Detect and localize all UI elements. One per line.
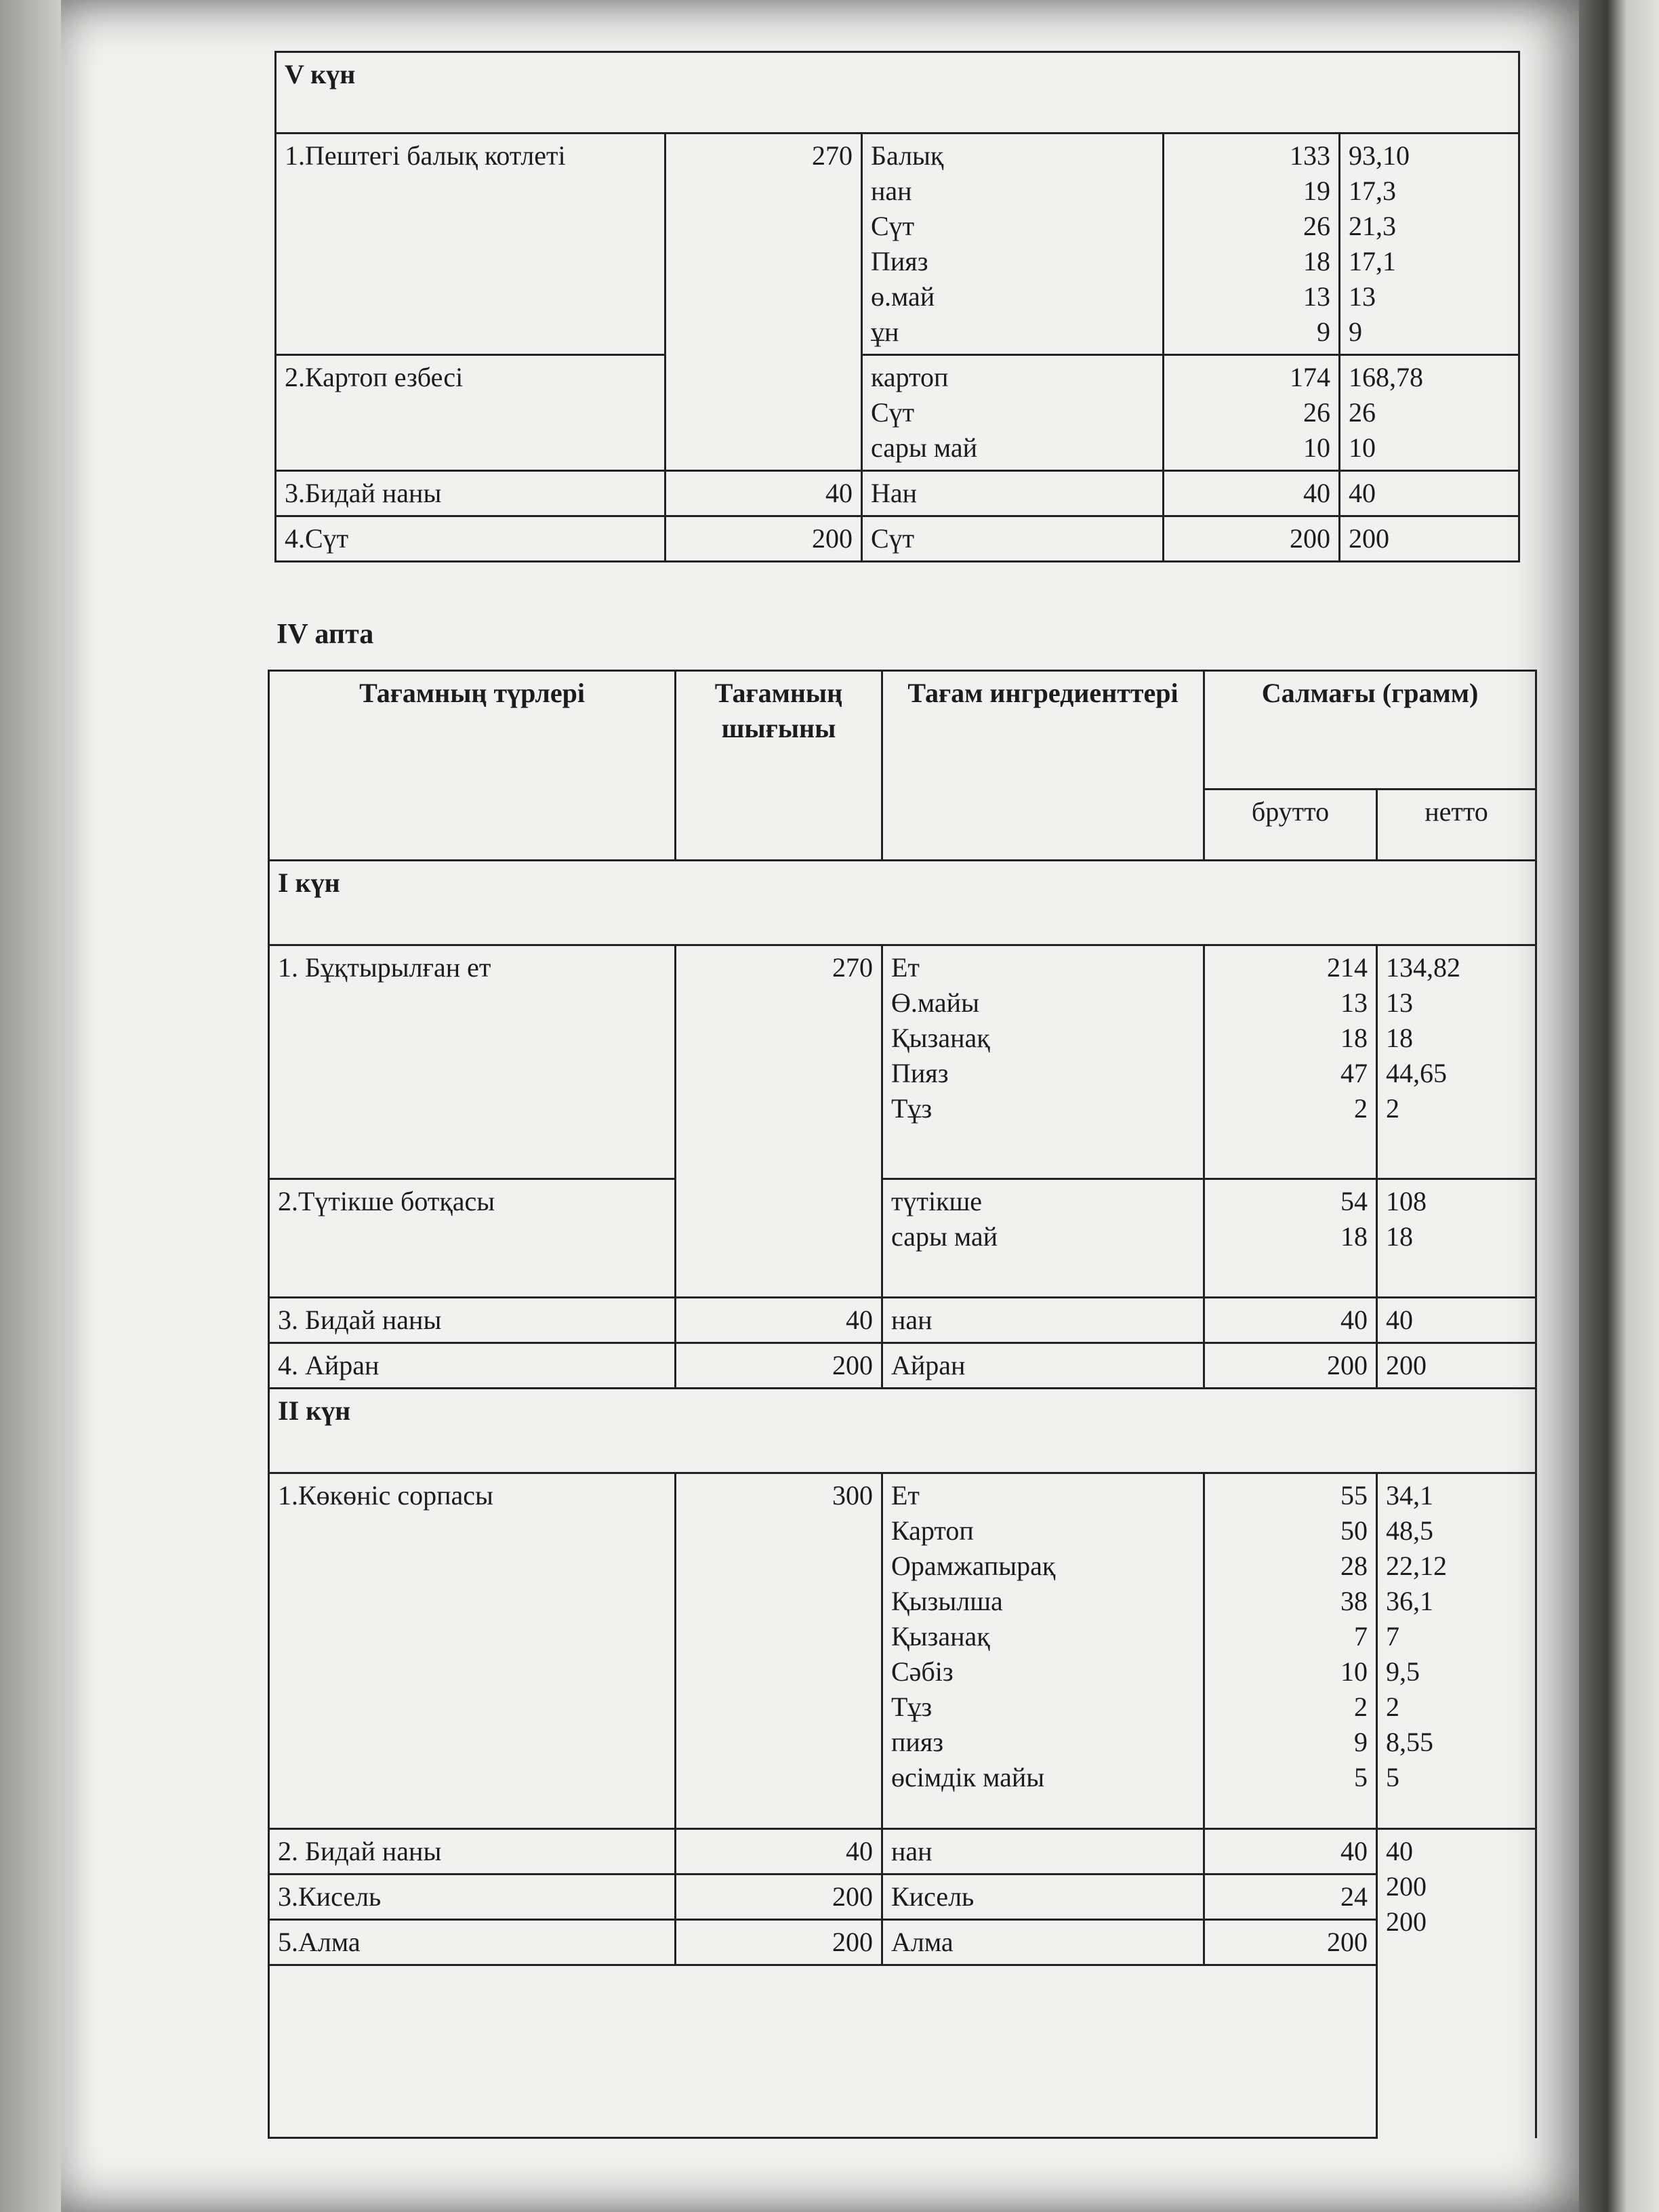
dish-name: 4.Сүт xyxy=(276,516,665,562)
netto-value: 9 xyxy=(1349,316,1362,347)
ingredient-list xyxy=(882,1179,1204,1298)
dish-name: 3.Бидай наны xyxy=(276,471,665,516)
brutto-value: 40 xyxy=(1204,1829,1377,1875)
header-brutto: брутто xyxy=(1204,790,1377,861)
header-weight: Салмағы (грамм) xyxy=(1204,671,1536,790)
dish-yield: 200 xyxy=(676,1875,882,1920)
brutto-value: 13 xyxy=(1303,281,1330,312)
netto-value: 26 xyxy=(1349,397,1376,428)
dish-name: 1.Пештегі балық котлеті xyxy=(276,134,665,355)
dish-name: 5.Алма xyxy=(269,1920,676,1965)
netto-value: 18 xyxy=(1386,1221,1413,1252)
week-title: IV апта xyxy=(276,619,374,650)
page-right-edge xyxy=(1579,0,1659,2212)
empty-row xyxy=(269,1965,1377,2138)
ingredient: Қызанақ xyxy=(891,1621,990,1652)
ingredient: пияз xyxy=(891,1727,944,1757)
brutto-value: 7 xyxy=(1354,1621,1368,1652)
netto-list xyxy=(1377,1829,1536,2138)
netto-list xyxy=(1377,1473,1536,1829)
netto-value: 5 xyxy=(1386,1762,1399,1793)
brutto-value: 9 xyxy=(1317,316,1330,347)
ingredient: ұн xyxy=(871,316,899,347)
menu-table-week4 xyxy=(268,670,1537,2139)
ingredient-list xyxy=(882,1473,1204,1829)
netto-value: 200 xyxy=(1386,1906,1427,1937)
header-netto: нетто xyxy=(1377,790,1536,861)
ingredient: Қызылша xyxy=(891,1586,1003,1616)
brutto-value: 18 xyxy=(1303,246,1330,276)
netto-value: 13 xyxy=(1349,281,1376,312)
brutto-value: 9 xyxy=(1354,1727,1368,1757)
ingredient: Балық xyxy=(871,140,944,171)
ingredient: ө.май xyxy=(871,281,935,312)
ingredient: өсімдік майы xyxy=(891,1762,1045,1793)
ingredient: Сүт xyxy=(862,516,1164,562)
brutto-value: 13 xyxy=(1340,987,1368,1018)
brutto-value: 47 xyxy=(1340,1058,1368,1088)
brutto-value: 200 xyxy=(1204,1920,1377,1965)
brutto-value: 19 xyxy=(1303,176,1330,206)
netto-value: 48,5 xyxy=(1386,1515,1433,1546)
netto-value: 40 xyxy=(1386,1836,1413,1866)
netto-value: 40 xyxy=(1377,1298,1536,1343)
header-dish-output: Тағамның шығыны xyxy=(676,671,882,861)
dish-name: 4. Айран xyxy=(269,1343,676,1389)
netto-value: 10 xyxy=(1349,432,1376,463)
ingredient: сары май xyxy=(891,1221,998,1252)
netto-value: 34,1 xyxy=(1386,1480,1433,1511)
netto-value: 21,3 xyxy=(1349,211,1396,241)
ingredient: Сүт xyxy=(871,211,915,241)
netto-list xyxy=(1340,355,1519,471)
netto-value: 40 xyxy=(1340,471,1519,516)
day-title: V күн xyxy=(276,52,1519,134)
netto-value: 108 xyxy=(1386,1186,1427,1216)
brutto-value: 28 xyxy=(1340,1551,1368,1581)
brutto-value: 26 xyxy=(1303,211,1330,241)
dish-yield: 200 xyxy=(676,1920,882,1965)
dish-name: 2. Бидай наны xyxy=(269,1829,676,1875)
netto-value: 2 xyxy=(1386,1093,1399,1124)
netto-value: 200 xyxy=(1340,516,1519,562)
dish-name: 3.Кисель xyxy=(269,1875,676,1920)
brutto-value: 38 xyxy=(1340,1586,1368,1616)
netto-value: 200 xyxy=(1386,1871,1427,1902)
header-ingredients: Тағам ингредиенттері xyxy=(882,671,1204,861)
ingredient: Алма xyxy=(882,1920,1204,1965)
ingredient: нан xyxy=(871,176,912,206)
netto-value: 18 xyxy=(1386,1023,1413,1053)
ingredient: Тұз xyxy=(891,1093,933,1124)
ingredient: картоп xyxy=(871,362,949,392)
header-dish-types: Тағамның түрлері xyxy=(269,671,676,861)
brutto-value: 54 xyxy=(1340,1186,1368,1216)
brutto-value: 2 xyxy=(1354,1692,1368,1722)
netto-value: 36,1 xyxy=(1386,1586,1433,1616)
brutto-value: 26 xyxy=(1303,397,1330,428)
brutto-value: 50 xyxy=(1340,1515,1368,1546)
dish-yield: 270 xyxy=(676,945,882,1298)
brutto-value: 200 xyxy=(1164,516,1340,562)
ingredient: түтікше xyxy=(891,1186,983,1216)
brutto-value: 5 xyxy=(1354,1762,1368,1793)
brutto-list xyxy=(1204,945,1377,1179)
ingredient: Картоп xyxy=(891,1515,974,1546)
netto-value: 2 xyxy=(1386,1692,1399,1722)
ingredient: Ө.майы xyxy=(891,987,979,1018)
ingredient: Тұз xyxy=(891,1692,933,1722)
ingredient: Нан xyxy=(862,471,1164,516)
ingredient: сары май xyxy=(871,432,978,463)
netto-value: 168,78 xyxy=(1349,362,1423,392)
brutto-value: 10 xyxy=(1340,1656,1368,1687)
dish-yield: 270 xyxy=(665,134,862,471)
ingredient: Сәбіз xyxy=(891,1656,954,1687)
ingredient-list xyxy=(862,134,1164,355)
netto-list xyxy=(1340,134,1519,355)
ingredient: Кисель xyxy=(882,1875,1204,1920)
day-title: I күн xyxy=(269,861,1536,945)
ingredient-list xyxy=(862,355,1164,471)
dish-yield: 200 xyxy=(676,1343,882,1389)
netto-value: 17,1 xyxy=(1349,246,1396,276)
brutto-value: 55 xyxy=(1340,1480,1368,1511)
netto-value: 44,65 xyxy=(1386,1058,1447,1088)
brutto-value: 24 xyxy=(1204,1875,1377,1920)
dish-yield: 40 xyxy=(676,1298,882,1343)
netto-value: 93,10 xyxy=(1349,140,1410,171)
dish-name: 1. Бұқтырылған ет xyxy=(269,945,676,1179)
netto-value: 8,55 xyxy=(1386,1727,1433,1757)
netto-value: 200 xyxy=(1377,1343,1536,1389)
ingredient: Пияз xyxy=(891,1058,949,1088)
ingredient: Айран xyxy=(882,1343,1204,1389)
netto-value: 13 xyxy=(1386,987,1413,1018)
brutto-value: 174 xyxy=(1290,362,1330,392)
ingredient: Ет xyxy=(891,952,920,983)
dish-yield: 40 xyxy=(676,1829,882,1875)
day-title: II күн xyxy=(269,1389,1536,1473)
ingredient: Сүт xyxy=(871,397,915,428)
ingredient: Қызанақ xyxy=(891,1023,990,1053)
brutto-list xyxy=(1204,1179,1377,1298)
brutto-value: 40 xyxy=(1164,471,1340,516)
brutto-value: 18 xyxy=(1340,1023,1368,1053)
ingredient-list xyxy=(882,945,1204,1179)
brutto-list xyxy=(1164,355,1340,471)
netto-list xyxy=(1377,1179,1536,1298)
brutto-list xyxy=(1164,134,1340,355)
netto-value: 17,3 xyxy=(1349,176,1396,206)
ingredient: нан xyxy=(882,1829,1204,1875)
dish-name: 1.Көкөніс сорпасы xyxy=(269,1473,676,1829)
netto-value: 22,12 xyxy=(1386,1551,1447,1581)
brutto-list xyxy=(1204,1473,1377,1829)
ingredient: Ет xyxy=(891,1480,920,1511)
brutto-value: 10 xyxy=(1303,432,1330,463)
brutto-value: 40 xyxy=(1204,1298,1377,1343)
dish-yield: 40 xyxy=(665,471,862,516)
netto-value: 9,5 xyxy=(1386,1656,1420,1687)
ingredient: Пияз xyxy=(871,246,928,276)
menu-table-day5 xyxy=(274,51,1520,562)
brutto-value: 2 xyxy=(1354,1093,1368,1124)
dish-yield: 200 xyxy=(665,516,862,562)
netto-value: 7 xyxy=(1386,1621,1399,1652)
brutto-value: 133 xyxy=(1290,140,1330,171)
ingredient: нан xyxy=(882,1298,1204,1343)
netto-list xyxy=(1377,945,1536,1179)
brutto-value: 214 xyxy=(1327,952,1368,983)
dish-yield: 300 xyxy=(676,1473,882,1829)
dish-name: 2.Картоп езбесі xyxy=(276,355,665,471)
brutto-value: 200 xyxy=(1204,1343,1377,1389)
dish-name: 3. Бидай наны xyxy=(269,1298,676,1343)
netto-value: 134,82 xyxy=(1386,952,1460,983)
brutto-value: 18 xyxy=(1340,1221,1368,1252)
dish-name: 2.Түтікше ботқасы xyxy=(269,1179,676,1298)
ingredient: Орамжапырақ xyxy=(891,1551,1056,1581)
